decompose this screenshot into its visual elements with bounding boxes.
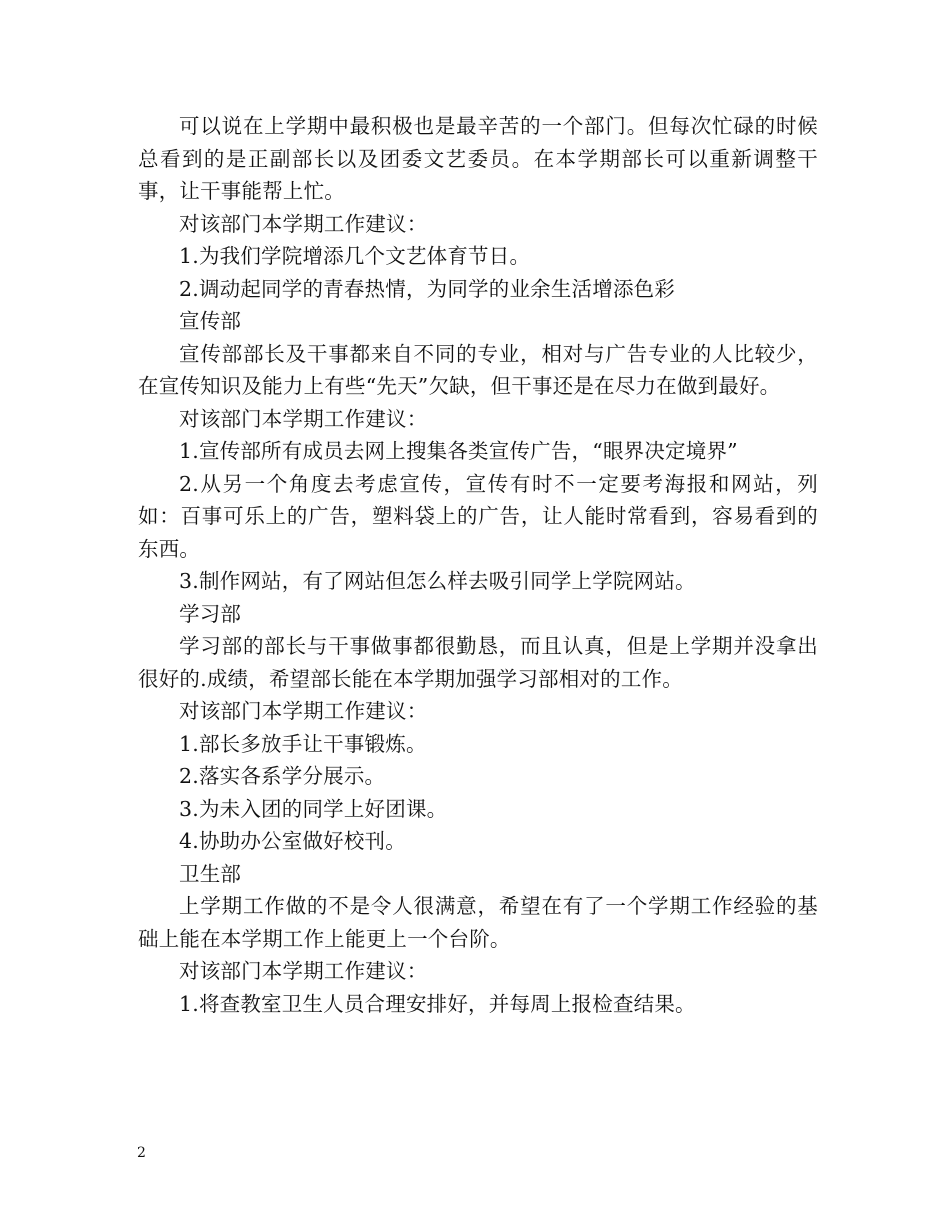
paragraph-suggestions-heading: 对该部门本学期工作建议： <box>179 699 428 723</box>
paragraph-suggestion-item: 3.为未入团的同学上好团课。 <box>179 796 448 821</box>
paragraph-suggestion-item: 1.将查教室卫生人员合理安排好，并每周上报检查结果。 <box>179 991 696 1016</box>
paragraph-suggestions-heading: 对该部门本学期工作建议： <box>179 959 428 983</box>
paragraph-suggestion-item: 2.从另一个角度去考虑宣传，宣传有时不一定要考海报和网站，列如：百事可乐上的广告，塑料袋上的广告，让人能时常看到，容易看到的东西。 <box>138 471 818 561</box>
paragraph-suggestions-heading: 对该部门本学期工作建议： <box>179 406 428 431</box>
section-heading-study: 学习部 <box>179 601 242 626</box>
paragraph-suggestions-heading: 对该部门本学期工作建议： <box>179 211 428 236</box>
paragraph-arts-dept-summary: 可以说在上学期中最积极也是最辛苦的一个部门。但每次忙碌的时候总看到的是正副部长以及团委文艺委员。在本学期部长可以重新调整干事，让干事能帮上忙。 <box>138 114 818 203</box>
paragraph-study-summary: 学习部的部长与干事做事都很勤恳，而且认真，但是上学期并没拿出很好的.成绩，希望部长能在本学期加强学习部相对的工作。 <box>138 634 818 691</box>
paragraph-suggestion-item: 4.协助办公室做好校刊。 <box>179 829 406 853</box>
paragraph-suggestion-item: 2.调动起同学的青春热情，为同学的业余生活增添色彩 <box>179 276 676 301</box>
paragraph-suggestion-item: 3.制作网站，有了网站但怎么样去吸引同学上学院网站。 <box>179 569 696 593</box>
section-heading-health: 卫生部 <box>179 861 242 886</box>
paragraph-publicity-summary: 宣传部部长及干事都来自不同的专业，相对与广告专业的人比较少，在宣传知识及能力上有些“先天”欠缺，但干事还是在尽力在做到最好。 <box>138 341 818 398</box>
paragraph-health-summary: 上学期工作做的不是令人很满意，希望在有了一个学期工作经验的基础上能在本学期工作上能更上一个台阶。 <box>138 894 818 951</box>
paragraph-suggestion-item: 2.落实各系学分展示。 <box>179 764 386 788</box>
paragraph-suggestion-item: 1.部长多放手让干事锻炼。 <box>179 731 427 756</box>
section-heading-publicity: 宣传部 <box>179 309 242 333</box>
paragraph-suggestion-item: 1.为我们学院增添几个文艺体育节日。 <box>179 244 531 268</box>
paragraph-suggestion-item: 1.宣传部所有成员去网上搜集各类宣传广告，“眼界决定境界” <box>179 439 738 463</box>
page-number: 2 <box>137 1145 146 1161</box>
document-body <box>138 110 818 1020</box>
